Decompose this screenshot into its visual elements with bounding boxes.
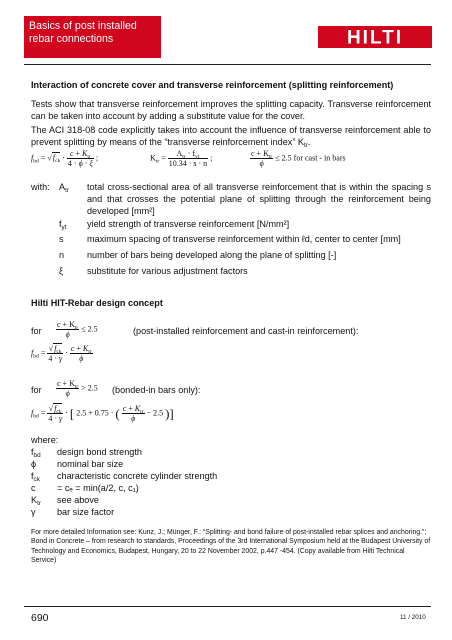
def-sym-atr: $A_{tr}$ <box>59 182 69 194</box>
section1-para1: Tests show that transverse reinforcement improves the splitting capacity. Transverse reinforcement can be taken into account by adding a substitute value for the cover. <box>31 99 431 121</box>
hilti-condition2: $c + K_{tr}$ ϕ > 2.5 <box>57 379 98 398</box>
header-title-line1: Basics of post installed <box>29 20 137 32</box>
hilti-logo <box>318 26 432 48</box>
aci-limit-equation: $c + K_{tr}$ ϕ ≤ 2.5 for cast - in bars <box>251 149 346 168</box>
header-title-line2: rebar connections <box>29 33 114 45</box>
def-text-s: maximum spacing of transverse reinforcement within ℓd, center to center [mm] <box>87 234 401 244</box>
where-sym-fck: $f_{ck}$ <box>31 471 40 483</box>
edition-date: 11 / 2010 <box>400 614 426 621</box>
def-text-atr: total cross-sectional area of all transverse reinforcement that is within the spacing s and that crosses the potential plane of splitting through the reinforcement being developed [mm²] <box>87 182 431 216</box>
def-sym-s: s <box>59 234 64 244</box>
where-text-gamma: bar size factor <box>57 507 115 517</box>
def-sym-xi: ξ <box>59 266 64 276</box>
where-text-c: = cₑ = min(a/2, c, c₁) <box>57 483 139 493</box>
for2-note: (bonded-in bars only): <box>112 385 201 395</box>
hilti-bond-equation2: $f_{bd}$ = $√f_{ck}$ 4 · γ · [ 2.5 + 0.75 · ( $c + K_{tr}$ ϕ − 2.5 )] <box>31 404 174 423</box>
page-number: 690 <box>31 612 49 624</box>
where-text-phi: nominal bar size <box>57 459 124 469</box>
def-text-n: number of bars being developed along the plane of splitting [-] <box>87 250 337 260</box>
section1-para2: The ACI 318-08 code explicitly takes into account the influence of transverse reinforcement able to prevent splitting by means of the “transverse reinforcement index” $K_{tr}$. <box>31 125 431 149</box>
def-sym-n: n <box>59 250 65 260</box>
cast-in-note: for cast - in bars <box>293 153 346 163</box>
hilti-bond-equation1: $f_{bd}$ = $√f_{ck}$ 4 · γ · $c + K_{tr}$ ϕ <box>31 344 92 363</box>
where-sym-ktr: $K_{tr}$ <box>31 495 41 507</box>
section1-heading: Interaction of concrete cover and transverse reinforcement (splitting reinforcement) <box>31 80 394 90</box>
where-sym-fbd: $f_{bd}$ <box>31 447 41 459</box>
header-title <box>29 20 137 46</box>
def-text-xi: substitute for various adjustment factors <box>87 266 248 276</box>
where-sym-gamma: γ <box>31 507 36 517</box>
for1-note: (post-installed reinforcement and cast-in reinforcement): <box>133 326 359 336</box>
where-text-fbd: design bond strength <box>57 447 142 457</box>
for2-label: for <box>31 385 42 395</box>
hilti-logo-text: HILTI <box>346 27 404 48</box>
aci-bond-equation: $f_{bd} = √f_{ck}$ · $c + K_{tr}$ 4 · ϕ · ξ ; <box>31 149 99 168</box>
where-text-ktr: see above <box>57 495 99 505</box>
where-text-fck: characteristic concrete cylinder strength <box>57 471 218 481</box>
hilti-condition1: $c + K_{tr}$ ϕ ≤ 2.5 <box>57 320 98 339</box>
for1-label: for <box>31 326 42 336</box>
footer-rule <box>24 606 431 607</box>
section2-heading: Hilti HIT-Rebar design concept <box>31 298 163 308</box>
where-sym-phi: ϕ <box>31 459 37 469</box>
where-label: where: <box>31 435 59 445</box>
footnote: For more detailed Information see: Kunz, J.; Münger, F.: “Splitting- and bond failure of post-installed rebar splices and anchoring.”; Bond in Concrete – from research to standards, Proceedings of the 3rd International Symposium held at the Budapest University of Technology and Economics, Budapest, Hungary, 20 to 22 November 2002, p.447 -454. (Copy available from Hilti Technical Service) <box>31 529 431 565</box>
def-text-fyt: yield strength of transverse reinforcement [N/mm²] <box>87 219 290 229</box>
def-sym-fyt: $f_{yt}$ <box>59 219 67 231</box>
aci-ktr-equation: $K_{tr}$ = $A_{tr} \cdot f_{yt}$ 10.34 · s · n ; <box>150 149 213 168</box>
header-rule <box>24 64 431 65</box>
where-sym-c: c <box>31 483 36 493</box>
with-label: with: <box>31 182 50 192</box>
